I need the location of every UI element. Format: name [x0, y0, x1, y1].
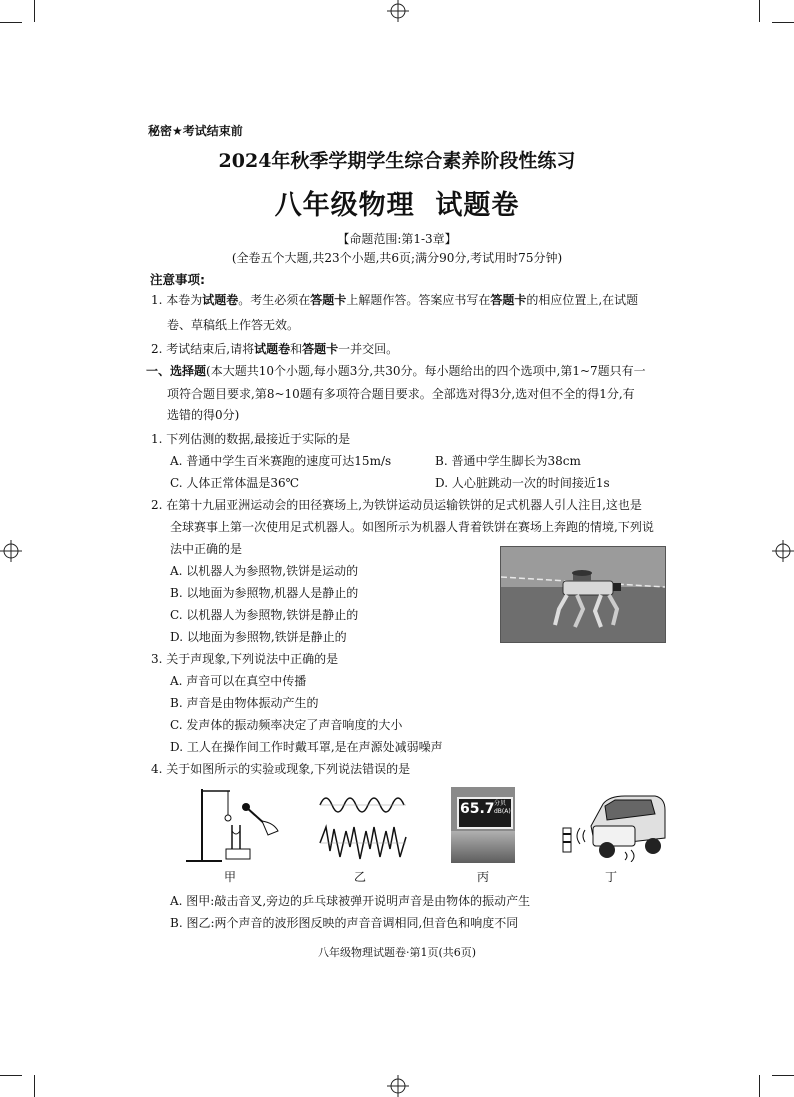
meter-unit: 分贝 dB(A): [494, 800, 511, 815]
question-3-stem: 3. 关于声现象,下列说法中正确的是: [151, 652, 339, 666]
crop-mark: [759, 1075, 760, 1097]
waveform-figure: [318, 787, 408, 867]
meter-value: 65.7: [460, 801, 495, 817]
q3-option-a: A. 声音可以在真空中传播: [170, 674, 307, 688]
section-heading: 一、选择题(本大题共10个小题,每小题3分,共30分。每小题给出的四个选项中,第1~7题只有一: [146, 364, 646, 378]
crop-mark: [772, 1075, 794, 1076]
question-2-stem: 全球赛事上第一次使用足式机器人。如图所示为机器人背着铁饼在赛场上奔跑的情境,下列说: [170, 520, 654, 534]
note-1-cont: 卷、草稿纸上作答无效。: [167, 318, 300, 332]
crop-mark: [34, 0, 35, 22]
crop-mark: [0, 1075, 22, 1076]
figure-label-jia: 甲: [224, 870, 237, 884]
q1-option-b: B. 普通中学生脚长为38cm: [435, 454, 581, 468]
figure-label-ding: 丁: [605, 870, 618, 884]
crop-mark: [772, 22, 794, 23]
figure-label-bing: 丙: [477, 870, 490, 884]
q2-option-a: A. 以机器人为参照物,铁饼是运动的: [170, 564, 359, 578]
registration-mark-bottom: [385, 1075, 411, 1097]
note-1: 1. 本卷为试题卷。考生必须在答题卡上解题作答。答案应书写在答题卡的相应位置上,在试题: [151, 293, 639, 307]
crop-mark: [759, 0, 760, 22]
question-2-stem: 2. 在第十九届亚洲运动会的田径赛场上,为铁饼运动员运输铁饼的足式机器人引人注目,这也是: [151, 498, 642, 512]
exam-info: (全卷五个大题,共23个小题,共6页;满分90分,考试用时75分钟): [231, 251, 563, 265]
q1-option-a: A. 普通中学生百米赛跑的速度可达15m/s: [170, 454, 392, 468]
crop-mark: [34, 1075, 35, 1097]
confidential-label: 秘密★考试结束前: [148, 124, 243, 138]
robot-photo: [500, 546, 666, 643]
section-instructions: 选错的得0分): [167, 408, 240, 422]
question-2-stem: 法中正确的是: [170, 542, 243, 556]
page-footer: 八年级物理试题卷·第1页(共6页): [317, 946, 477, 959]
registration-mark-left: [0, 538, 22, 564]
q3-option-c: C. 发声体的振动频率决定了声音响度的大小: [170, 718, 403, 732]
question-1-stem: 1. 下列估测的数据,最接近于实际的是: [151, 432, 351, 446]
legged-robot-icon: [501, 547, 665, 642]
q2-option-c: C. 以机器人为参照物,铁饼是静止的: [170, 608, 359, 622]
exam-title: 2024年秋季学期学生综合素养阶段性练习: [218, 150, 576, 172]
tuning-fork-figure: [182, 785, 282, 865]
registration-mark-right: [772, 538, 794, 564]
q2-option-d: D. 以地面为参照物,铁饼是静止的: [170, 630, 347, 644]
section-instructions: 项符合题目要求,第8~10题有多项符合题目要求。全部选对得3分,选对但不全的得1分,有: [167, 387, 635, 401]
crop-mark: [0, 22, 22, 23]
notes-heading: 注意事项:: [150, 272, 205, 287]
q1-option-c: C. 人体正常体温是36℃: [170, 476, 300, 490]
note-2: 2. 考试结束后,请将试题卷和答题卡一并交回。: [151, 342, 399, 356]
q3-option-d: D. 工人在操作间工作时戴耳罩,是在声源处减弱噪声: [170, 740, 443, 754]
registration-mark-top: [385, 0, 411, 22]
q4-option-b: B. 图乙:两个声音的波形图反映的声音音调相同,但音色和响度不同: [170, 916, 519, 930]
car-parking-sensor-figure: [555, 790, 667, 862]
q3-option-b: B. 声音是由物体振动产生的: [170, 696, 319, 710]
sound-meter-figure: [451, 787, 515, 863]
figure-label-yi: 乙: [354, 870, 367, 884]
paper-title: 八年级物理 试题卷: [274, 190, 520, 221]
exam-range: 【命题范围:第1-3章】: [337, 232, 457, 246]
q4-option-a: A. 图甲:敲击音叉,旁边的乒乓球被弹开说明声音是由物体的振动产生: [170, 894, 531, 908]
q1-option-d: D. 人心脏跳动一次的时间接近1s: [435, 476, 610, 490]
question-4-stem: 4. 关于如图所示的实验或现象,下列说法错误的是: [151, 762, 411, 776]
q2-option-b: B. 以地面为参照物,机器人是静止的: [170, 586, 359, 600]
